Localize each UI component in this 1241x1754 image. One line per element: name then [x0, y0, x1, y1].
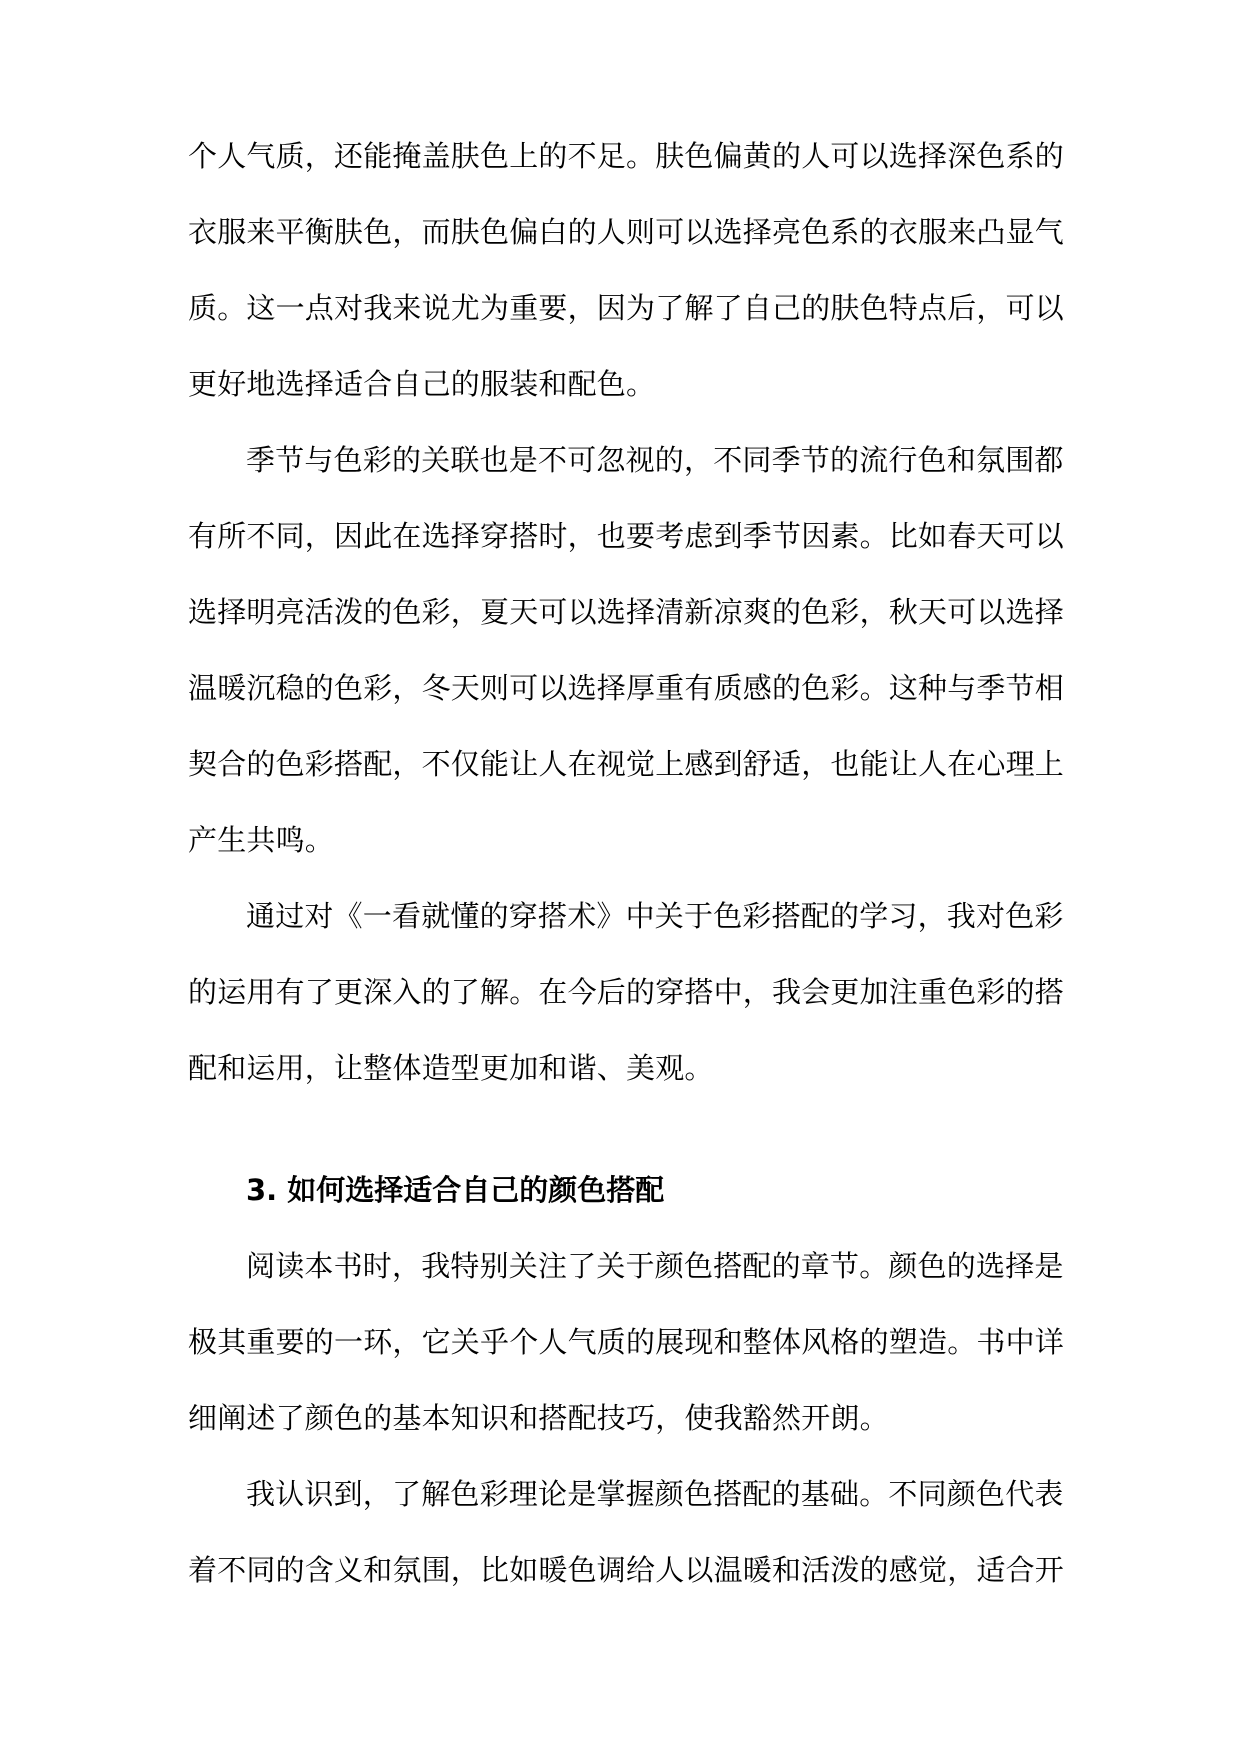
text-line: 契合的色彩搭配，不仅能让人在视觉上感到舒适，也能让人在心理上	[188, 747, 1065, 781]
text-line: 温暖沉稳的色彩，冬天则可以选择厚重有质感的色彩。这种与季节相	[188, 671, 1065, 705]
paragraph-season-color	[188, 422, 1065, 878]
paragraph-color-theory	[188, 1456, 1065, 1608]
text-line: 我认识到，了解色彩理论是掌握颜色搭配的基础。不同颜色代表	[246, 1477, 1064, 1511]
section-heading: 3. 如何选择适合自己的颜色搭配	[246, 1173, 665, 1207]
text-line: 着不同的含义和氛围，比如暖色调给人以温暖和活泼的感觉，适合开	[188, 1553, 1065, 1587]
text-line: 选择明亮活泼的色彩，夏天可以选择清新凉爽的色彩，秋天可以选择	[188, 595, 1065, 629]
text-line: 配和运用，让整体造型更加和谐、美观。	[188, 1051, 714, 1085]
text-line: 产生共鸣。	[188, 823, 335, 857]
text-line: 质。这一点对我来说尤为重要，因为了解了自己的肤色特点后，可以	[188, 291, 1065, 325]
text-line: 衣服来平衡肤色，而肤色偏白的人则可以选择亮色系的衣服来凸显气	[188, 215, 1065, 249]
text-line: 通过对《一看就懂的穿搭术》中关于色彩搭配的学习，我对色彩	[246, 899, 1064, 933]
text-line: 细阐述了颜色的基本知识和搭配技巧，使我豁然开朗。	[188, 1401, 889, 1435]
text-line: 阅读本书时，我特别关注了关于颜色搭配的章节。颜色的选择是	[246, 1249, 1064, 1283]
text-line: 季节与色彩的关联也是不可忽视的，不同季节的流行色和氛围都	[246, 443, 1064, 477]
text-line: 极其重要的一环，它关乎个人气质的展现和整体风格的塑造。书中详	[188, 1325, 1065, 1359]
paragraph-reading-chapter	[188, 1228, 1065, 1456]
text-line: 更好地选择适合自己的服装和配色。	[188, 367, 656, 401]
paragraph-skin-tone	[188, 118, 1065, 422]
paragraph-conclusion	[188, 878, 1065, 1106]
text-line: 的运用有了更深入的了解。在今后的穿搭中，我会更加注重色彩的搭	[188, 975, 1065, 1009]
text-line: 有所不同，因此在选择穿搭时，也要考虑到季节因素。比如春天可以	[188, 519, 1065, 553]
text-line: 个人气质，还能掩盖肤色上的不足。肤色偏黄的人可以选择深色系的	[188, 139, 1065, 173]
